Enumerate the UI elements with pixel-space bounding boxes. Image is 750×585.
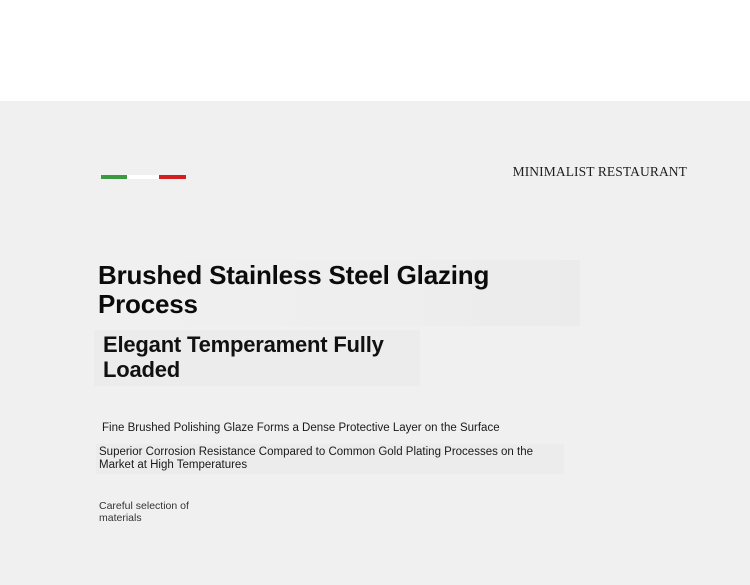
brand-name: MINIMALIST RESTAURANT	[512, 164, 687, 179]
flag-green-stripe	[101, 175, 127, 179]
top-white-band	[0, 0, 750, 101]
flag-red-stripe	[159, 175, 186, 179]
feature-text-polish: Fine Brushed Polishing Glaze Forms a Dense Protective Layer on the Surface	[102, 422, 500, 434]
italian-flag-stripe	[101, 175, 186, 179]
page-title: Brushed Stainless Steel Glazing Process	[98, 260, 490, 319]
page-subtitle: Elegant Temperament Fully Loaded	[103, 332, 384, 382]
flag-white-stripe	[127, 175, 159, 179]
materials-note: Careful selection of materials	[99, 500, 189, 524]
feature-text-corrosion: Superior Corrosion Resistance Compared to Common Gold Plating Processes on the Market at High Temperatures	[99, 446, 534, 471]
